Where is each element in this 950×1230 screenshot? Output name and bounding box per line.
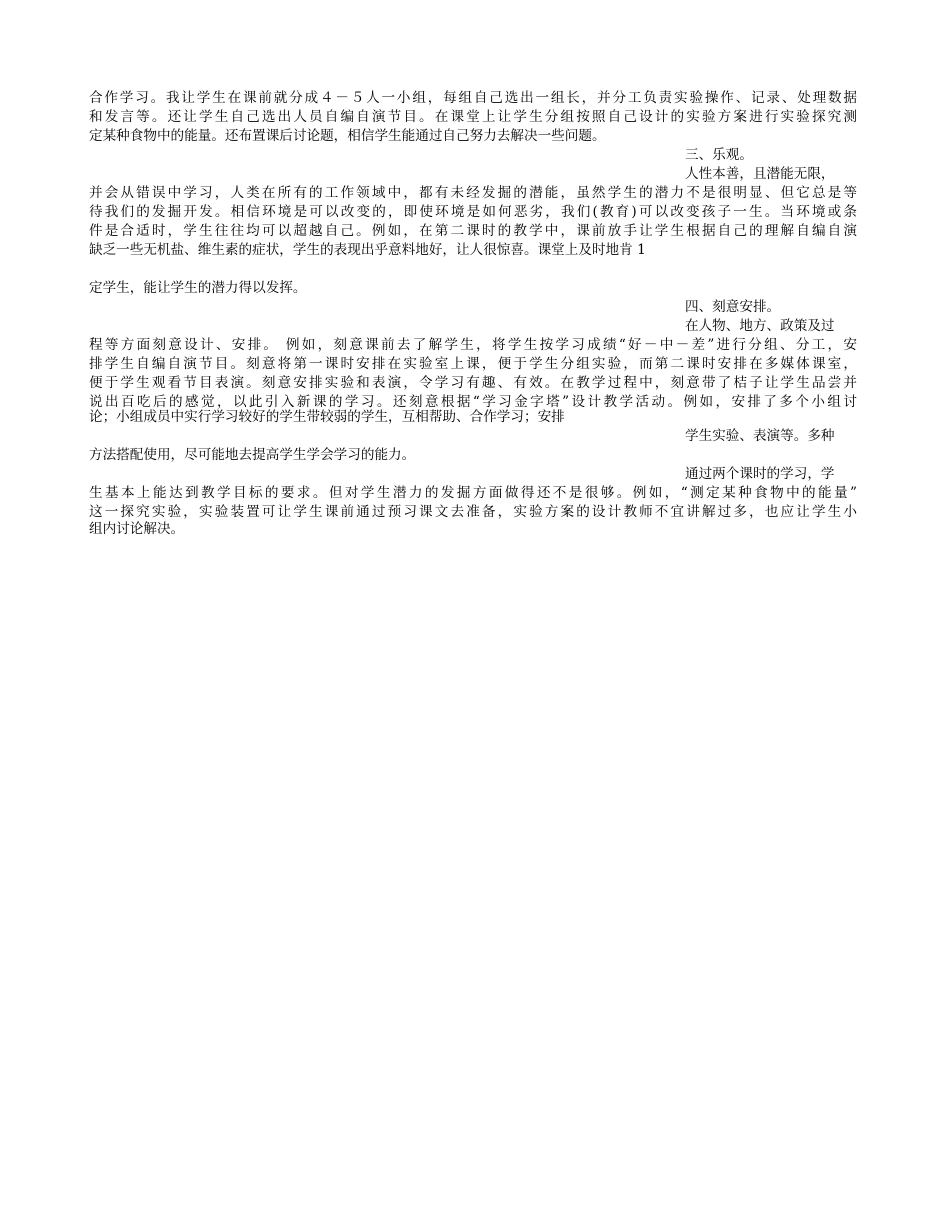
text-line: 合作学习。我让学生在课前就分成４－５人一小组，每组自己选出一组长，并分工负责实验操作、记录、处理数据 (89, 90, 857, 106)
text-line: 人性本善，且潜能无限， (685, 166, 835, 182)
text-line: 组内讨论解决。 (89, 521, 185, 537)
text-line: 在人物、地方、政策及过 (685, 318, 835, 334)
text-line: 方法搭配使用，尽可能地去提高学生学会学习的能力。 (89, 447, 416, 463)
text-line: 论；小组成员中实行学习较好的学生带较弱的学生，互相帮助、合作学习；安排 (89, 409, 565, 425)
text-line: 便于学生观看节目表演。刻意安排实验和表演，令学习有趣、有效。在教学过程中，刻意带了桔子让学生品尝并 (89, 375, 857, 391)
text-line: 并会从错误中学习，人类在所有的工作领域中，都有未经发掘的潜能，虽然学生的潜力不是很明显、但它总是等 (89, 185, 857, 201)
section-heading: 三、乐观。 (685, 147, 753, 163)
text-line: 这一探究实验，实验装置可让学生课前通过预习课文去准备，实验方案的设计教师不宜讲解过多，也应让学生小 (89, 504, 857, 520)
text-line: 学生实验、表演等。多种 (685, 428, 835, 444)
text-line: 说出百吃后的感觉，以此引入新课的学习。还刻意根据“学习金字塔”设计教学活动。例如，安排了多个小组讨 (89, 394, 857, 410)
text-line: 和发言等。还让学生自己选出人员自编自演节目。在课堂上让学生分组按照自己设计的实验方案进行实验探究测 (89, 109, 857, 125)
text-line: 生基本上能达到教学目标的要求。但对学生潜力的发掘方面做得还不是很够。例如，“测定某种食物中的能量” (89, 485, 857, 501)
text-line: 缺乏一些无机盐、维生素的症状，学生的表现出乎意料地好，让人很惊喜。课堂上及时地肯 1 (89, 242, 646, 258)
text-line: 通过两个课时的学习，学 (685, 466, 835, 482)
text-line: 定学生，能让学生的潜力得以发挥。 (89, 280, 307, 296)
section-heading: 四、刻意安排。 (685, 299, 781, 315)
text-line: 件是合适时，学生往往均可以超越自己。例如，在第二课时的教学中，课前放手让学生根据自己的理解自编自演 (89, 223, 857, 239)
text-line: 排学生自编自演节目。刻意将第一课时安排在实验室上课，便于学生分组实验，而第二课时安排在多媒体课室， (89, 356, 857, 372)
text-line: 定某种食物中的能量。还布置课后讨论题，相信学生能通过自己努力去解决一些问题。 (89, 128, 606, 144)
text-line: 待我们的发掘开发。相信环境是可以改变的，即使环境是如何恶劣，我们(教育)可以改变孩子一生。当环境或条 (89, 204, 857, 220)
text-line: 程等方面刻意设计、安排。 例如，刻意课前去了解学生，将学生按学习成绩“好－中－差”进行分组、分工，安 (89, 337, 857, 353)
